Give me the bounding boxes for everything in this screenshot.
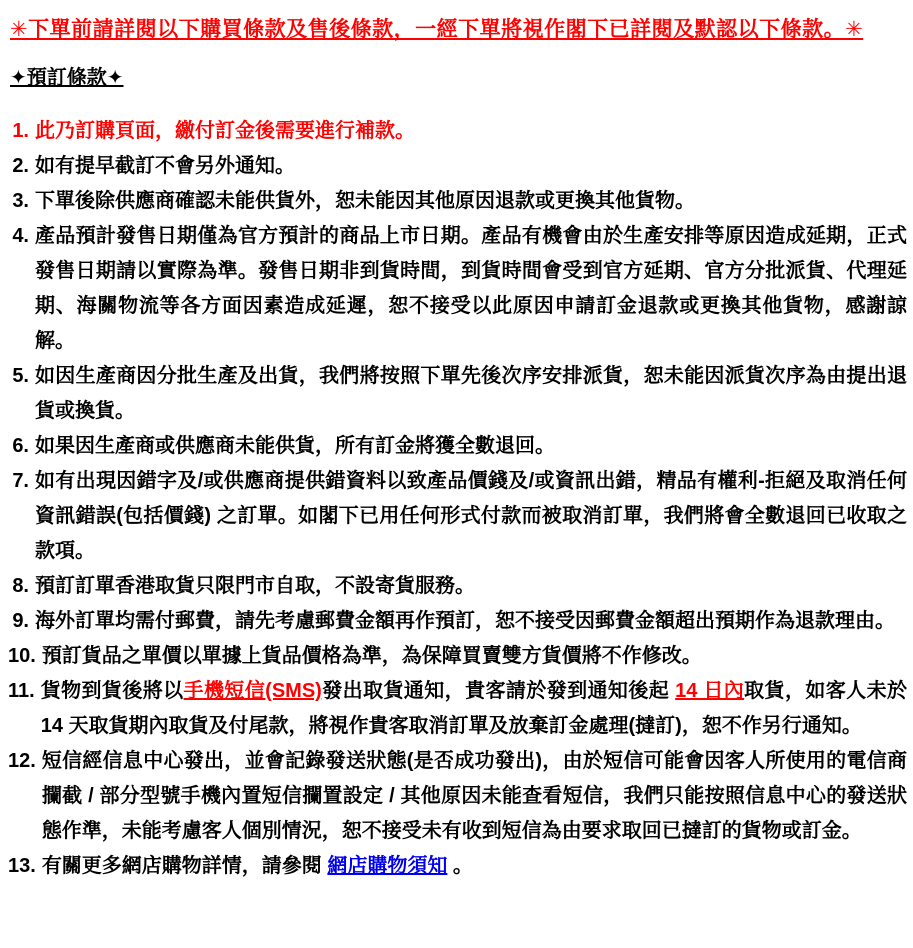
term-number: 11. <box>8 680 35 702</box>
term-text <box>41 674 907 744</box>
term-text <box>35 184 907 219</box>
term-number: 9. <box>12 610 29 632</box>
text-segment: 下單後除供應商確認未能供貨外，恕未能因其他原因退款或更換其他貨物。 <box>35 190 695 212</box>
term-item-12 <box>8 744 907 849</box>
term-item-9 <box>8 604 907 639</box>
term-number: 5. <box>12 365 29 387</box>
term-number: 6. <box>12 435 29 457</box>
term-number: 1. <box>12 120 29 142</box>
highlighted-red-text: 14 日內 <box>675 680 745 702</box>
terms-list <box>8 114 907 884</box>
text-segment: 有關更多網店購物詳情，請參閱 <box>41 855 328 877</box>
term-item-3 <box>8 184 907 219</box>
term-text <box>42 639 907 674</box>
term-number: 4. <box>12 225 29 247</box>
term-text <box>42 849 907 884</box>
term-item-13 <box>8 849 907 884</box>
term-item-10 <box>8 639 907 674</box>
text-segment: 貨物到貨後將以 <box>40 680 184 702</box>
term-text <box>35 429 907 464</box>
text-segment: 如有提早截訂不會另外通知。 <box>35 155 295 177</box>
term-item-4 <box>8 219 907 359</box>
term-number: 12. <box>8 750 36 772</box>
text-segment: 發出取貨通知，貴客請於發到通知後起 <box>321 680 676 702</box>
term-item-5 <box>8 359 907 429</box>
text-segment: 產品預計發售日期僅為官方預計的商品上市日期。產品有機會由於生產安排等原因造成延期，正式發售日期請以實際為準。發售日期非到貨時間，到貨時間會受到官方延期、官方分批派貨、代理延期、海關物流等各方面因素造成延遲，恕不接受以此原因申請訂金退款或更換其他貨物，感謝諒解。 <box>35 225 907 352</box>
text-segment: 。 <box>447 855 473 877</box>
store-shopping-guide-link[interactable]: 網店購物須知 <box>327 855 448 877</box>
term-text <box>35 464 907 569</box>
text-segment: 海外訂單均需付郵費，請先考慮郵費金額再作預訂，恕不接受因郵費金額超出預期作為退款理由。 <box>35 610 895 632</box>
text-segment: 預訂貨品之單價以單據上貨品價格為準，為保障買賣雙方貨價將不作修改。 <box>41 645 702 667</box>
term-item-2 <box>8 149 907 184</box>
term-text <box>42 744 907 849</box>
text-segment: 短信經信息中心發出，並會記錄發送狀態(是否成功發出)，由於短信可能會因客人所使用的電信商攔截 / 部分型號手機內置短信攔置設定 / 其他原因未能查看短信，我們只能按照信息中心的發送狀態作準，未能考慮客人個別情況，恕不接受未有收到短信為由要求取回已撻訂的貨物或訂金。 <box>41 750 907 842</box>
term-item-8 <box>8 569 907 604</box>
section-title-preorder-terms: ✦預訂條款✦ <box>10 67 124 89</box>
term-item-7 <box>8 464 907 569</box>
term-text <box>35 149 907 184</box>
term-number: 8. <box>12 575 29 597</box>
pre-order-warning-banner: ✳下單前請詳閱以下購買條款及售後條款，一經下單將視作閣下已詳閱及默認以下條款。✳ <box>10 18 864 41</box>
term-number: 7. <box>12 470 29 492</box>
term-item-11 <box>8 674 907 744</box>
red-text: 此乃訂購頁面，繳付訂金後需要進行補款。 <box>35 120 415 142</box>
text-segment: 如果因生產商或供應商未能供貨，所有訂金將獲全數退回。 <box>35 435 555 457</box>
text-segment: 如有出現因錯字及/或供應商提供錯資料以致產品價錢及/或資訊出錯，精品有權利-拒絕及取消任何資訊錯誤(包括價錢) 之訂單。如閣下已用任何形式付款而被取消訂單，我們將會全數退回已收取之款項。 <box>35 470 907 562</box>
text-segment: 如因生產商因分批生產及出貨，我們將按照下單先後次序安排派貨，恕未能因派貨次序為由提出退貨或換貨。 <box>35 365 907 422</box>
term-item-1 <box>8 114 907 149</box>
term-text <box>35 604 907 639</box>
term-text <box>35 219 907 359</box>
term-text <box>35 569 907 604</box>
term-number: 10. <box>8 645 36 667</box>
term-number: 2. <box>12 155 29 177</box>
highlighted-red-text: 手機短信(SMS) <box>183 680 322 702</box>
term-item-6 <box>8 429 907 464</box>
term-text <box>35 359 907 429</box>
term-text <box>35 114 907 149</box>
term-number: 13. <box>8 855 36 877</box>
text-segment: 預訂訂單香港取貨只限門市自取，不設寄貨服務。 <box>35 575 475 597</box>
text-segment: 取貨，如客人未於 14 天取貨期內取貨及付尾款，將視作貴客取消訂單及放棄訂金處理(撻訂)，恕不作另行通知。 <box>40 680 907 737</box>
term-number: 3. <box>12 190 29 212</box>
